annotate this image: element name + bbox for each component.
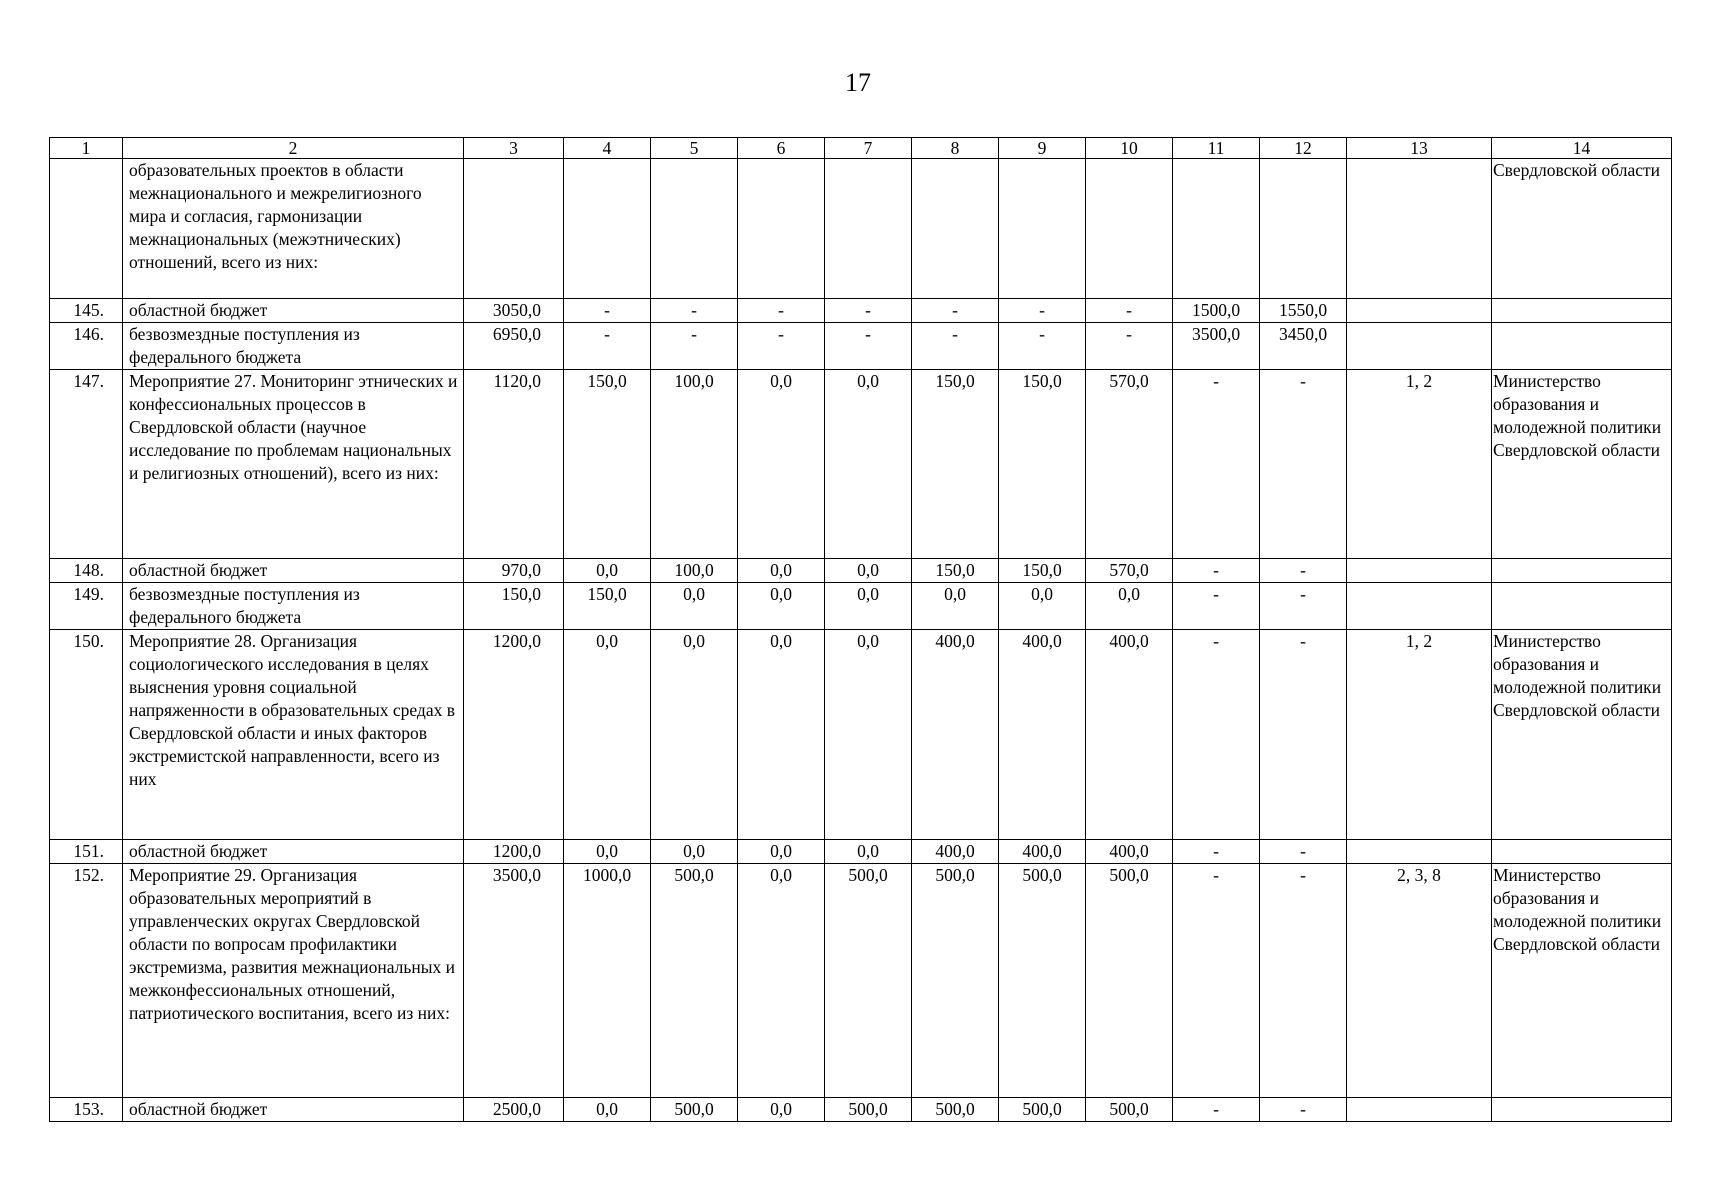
executor — [1492, 299, 1672, 323]
year-amount: 1500,0 — [1173, 299, 1260, 323]
year-amount: - — [1173, 1098, 1260, 1122]
year-amount: - — [999, 299, 1086, 323]
total-amount — [464, 159, 564, 299]
year-amount: 500,0 — [912, 864, 999, 1098]
activity-name: безвозмездные поступления из федерального бюджета — [123, 583, 464, 630]
year-amount: - — [1260, 840, 1347, 864]
year-amount: 400,0 — [1086, 630, 1173, 840]
year-amount: 0,0 — [825, 840, 912, 864]
year-amount: 400,0 — [999, 630, 1086, 840]
year-amount: 570,0 — [1086, 559, 1173, 583]
year-amount: 400,0 — [912, 840, 999, 864]
header-cell: 9 — [999, 138, 1086, 159]
year-amount: - — [651, 323, 738, 370]
executor: Свердловской области — [1492, 159, 1672, 299]
row-number — [50, 159, 123, 299]
year-amount: 150,0 — [564, 370, 651, 559]
activity-name: Мероприятие 28. Организация социологического исследования в целях выяснения уровня социальной напряженности в образовательных средах в Свердловской области и иных факторов экстремистской направленности, всего из них — [123, 630, 464, 840]
year-amount: 0,0 — [738, 559, 825, 583]
year-amount: - — [1173, 583, 1260, 630]
executor — [1492, 1098, 1672, 1122]
year-amount: 0,0 — [564, 1098, 651, 1122]
year-amount: - — [999, 323, 1086, 370]
total-amount: 1200,0 — [464, 630, 564, 840]
activity-name: образовательных проектов в области межнационального и межрелигиозного мира и согласия, гармонизации межнациональных (межэтнических) отношений, всего из них: — [123, 159, 464, 299]
year-amount: - — [825, 299, 912, 323]
header-cell: 8 — [912, 138, 999, 159]
header-cell: 7 — [825, 138, 912, 159]
executor: Министерство образования и молодежной политики Свердловской области — [1492, 370, 1672, 559]
year-amount: 500,0 — [651, 864, 738, 1098]
target-indicators: 1, 2 — [1347, 370, 1492, 559]
year-amount: 0,0 — [1086, 583, 1173, 630]
year-amount: - — [1086, 323, 1173, 370]
year-amount: 0,0 — [738, 840, 825, 864]
total-amount: 1120,0 — [464, 370, 564, 559]
year-amount: 0,0 — [825, 559, 912, 583]
activity-name: Мероприятие 27. Мониторинг этнических и конфессиональных процессов в Свердловской области (научное исследование по проблемам национальных и религиозных отношений), всего из них: — [123, 370, 464, 559]
year-amount: 0,0 — [825, 583, 912, 630]
year-amount — [999, 159, 1086, 299]
year-amount: - — [564, 299, 651, 323]
row-number: 147. — [50, 370, 123, 559]
table-row — [50, 583, 1672, 630]
year-amount: 500,0 — [1086, 1098, 1173, 1122]
year-amount: 0,0 — [999, 583, 1086, 630]
year-amount: - — [1260, 583, 1347, 630]
program-table — [49, 137, 1672, 1122]
year-amount: 0,0 — [651, 840, 738, 864]
year-amount: 400,0 — [912, 630, 999, 840]
year-amount: 500,0 — [999, 864, 1086, 1098]
year-amount: - — [738, 299, 825, 323]
year-amount: 0,0 — [564, 559, 651, 583]
year-amount: - — [651, 299, 738, 323]
header-cell: 13 — [1347, 138, 1492, 159]
target-indicators — [1347, 323, 1492, 370]
table-row — [50, 159, 1672, 299]
year-amount: - — [1086, 299, 1173, 323]
year-amount: - — [1173, 864, 1260, 1098]
year-amount — [1173, 159, 1260, 299]
executor — [1492, 559, 1672, 583]
table-row — [50, 323, 1672, 370]
row-number: 153. — [50, 1098, 123, 1122]
target-indicators — [1347, 1098, 1492, 1122]
year-amount: 0,0 — [912, 583, 999, 630]
row-number: 152. — [50, 864, 123, 1098]
year-amount: - — [912, 299, 999, 323]
year-amount — [738, 159, 825, 299]
header-cell: 14 — [1492, 138, 1672, 159]
header-cell: 10 — [1086, 138, 1173, 159]
year-amount: 3450,0 — [1260, 323, 1347, 370]
year-amount: 1550,0 — [1260, 299, 1347, 323]
target-indicators — [1347, 583, 1492, 630]
total-amount: 2500,0 — [464, 1098, 564, 1122]
year-amount: - — [1260, 559, 1347, 583]
year-amount: - — [738, 323, 825, 370]
year-amount: 0,0 — [651, 583, 738, 630]
year-amount: 100,0 — [651, 370, 738, 559]
header-cell: 1 — [50, 138, 123, 159]
executor — [1492, 323, 1672, 370]
year-amount: 3500,0 — [1173, 323, 1260, 370]
year-amount: 500,0 — [825, 1098, 912, 1122]
year-amount: 0,0 — [738, 583, 825, 630]
year-amount: 150,0 — [999, 370, 1086, 559]
activity-name: областной бюджет — [123, 299, 464, 323]
year-amount: - — [1173, 370, 1260, 559]
target-indicators — [1347, 559, 1492, 583]
executor — [1492, 583, 1672, 630]
year-amount: 150,0 — [912, 559, 999, 583]
year-amount: 0,0 — [564, 630, 651, 840]
year-amount: 0,0 — [825, 630, 912, 840]
year-amount: 0,0 — [825, 370, 912, 559]
year-amount: 0,0 — [738, 864, 825, 1098]
year-amount: 500,0 — [825, 864, 912, 1098]
table-row — [50, 370, 1672, 559]
table-row — [50, 1098, 1672, 1122]
row-number: 149. — [50, 583, 123, 630]
year-amount: 400,0 — [1086, 840, 1173, 864]
total-amount: 3500,0 — [464, 864, 564, 1098]
page-number: 17 — [845, 68, 871, 97]
year-amount — [1086, 159, 1173, 299]
year-amount: - — [825, 323, 912, 370]
activity-name: областной бюджет — [123, 1098, 464, 1122]
year-amount: - — [1173, 559, 1260, 583]
header-cell: 2 — [123, 138, 464, 159]
row-number: 146. — [50, 323, 123, 370]
year-amount: 150,0 — [564, 583, 651, 630]
year-amount — [564, 159, 651, 299]
year-amount: 0,0 — [738, 370, 825, 559]
year-amount: 500,0 — [1086, 864, 1173, 1098]
header-cell: 12 — [1260, 138, 1347, 159]
year-amount: - — [1260, 370, 1347, 559]
year-amount: 150,0 — [912, 370, 999, 559]
header-cell: 5 — [651, 138, 738, 159]
year-amount: 150,0 — [999, 559, 1086, 583]
target-indicators — [1347, 840, 1492, 864]
table-row — [50, 864, 1672, 1098]
activity-name: безвозмездные поступления из федерального бюджета — [123, 323, 464, 370]
year-amount — [912, 159, 999, 299]
header-cell: 3 — [464, 138, 564, 159]
activity-name: областной бюджет — [123, 840, 464, 864]
header-cell: 6 — [738, 138, 825, 159]
year-amount: 0,0 — [738, 1098, 825, 1122]
executor: Министерство образования и молодежной политики Свердловской области — [1492, 864, 1672, 1098]
row-number: 145. — [50, 299, 123, 323]
total-amount: 3050,0 — [464, 299, 564, 323]
year-amount: 100,0 — [651, 559, 738, 583]
year-amount: 500,0 — [912, 1098, 999, 1122]
year-amount: 0,0 — [651, 630, 738, 840]
year-amount: 400,0 — [999, 840, 1086, 864]
year-amount: - — [1260, 864, 1347, 1098]
row-number: 150. — [50, 630, 123, 840]
year-amount: - — [1260, 1098, 1347, 1122]
total-amount: 150,0 — [464, 583, 564, 630]
target-indicators — [1347, 299, 1492, 323]
header-cell: 11 — [1173, 138, 1260, 159]
activity-name: областной бюджет — [123, 559, 464, 583]
target-indicators: 1, 2 — [1347, 630, 1492, 840]
year-amount: - — [1173, 630, 1260, 840]
year-amount: 0,0 — [738, 630, 825, 840]
year-amount — [651, 159, 738, 299]
year-amount: 500,0 — [651, 1098, 738, 1122]
target-indicators: 2, 3, 8 — [1347, 864, 1492, 1098]
table-row — [50, 559, 1672, 583]
year-amount: 0,0 — [564, 840, 651, 864]
year-amount: - — [564, 323, 651, 370]
total-amount: 970,0 — [464, 559, 564, 583]
table-row — [50, 630, 1672, 840]
year-amount: 1000,0 — [564, 864, 651, 1098]
total-amount: 1200,0 — [464, 840, 564, 864]
year-amount — [825, 159, 912, 299]
table-row — [50, 840, 1672, 864]
year-amount: 500,0 — [999, 1098, 1086, 1122]
year-amount — [1260, 159, 1347, 299]
year-amount: - — [1173, 840, 1260, 864]
year-amount: 570,0 — [1086, 370, 1173, 559]
year-amount: - — [912, 323, 999, 370]
target-indicators — [1347, 159, 1492, 299]
year-amount: - — [1260, 630, 1347, 840]
header-cell: 4 — [564, 138, 651, 159]
column-number-header — [50, 138, 1672, 159]
row-number: 148. — [50, 559, 123, 583]
activity-name: Мероприятие 29. Организация образовательных мероприятий в управленческих округах Свердловской области по вопросам профилактики экстремизма, развития межнациональных и межконфессиональных отношений, патриотического воспитания, всего из них: — [123, 864, 464, 1098]
table-row — [50, 299, 1672, 323]
executor: Министерство образования и молодежной политики Свердловской области — [1492, 630, 1672, 840]
row-number: 151. — [50, 840, 123, 864]
executor — [1492, 840, 1672, 864]
total-amount: 6950,0 — [464, 323, 564, 370]
